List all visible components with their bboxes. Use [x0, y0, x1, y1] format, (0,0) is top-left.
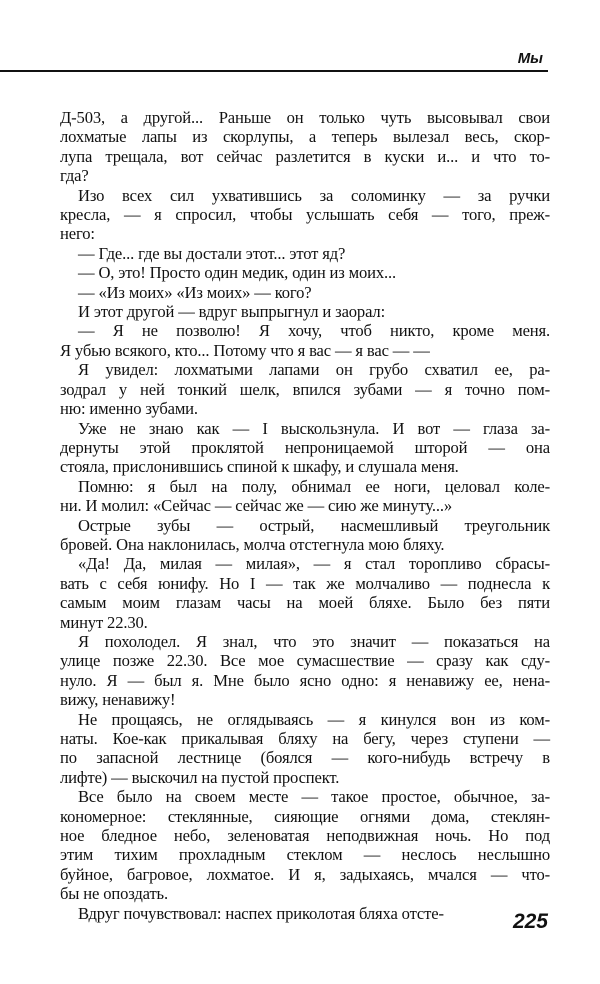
- paragraph: [60, 186, 550, 244]
- text-line: Вдруг почувствовал: наспех приколотая бляха отсте-: [78, 903, 444, 923]
- paragraph: [60, 263, 550, 282]
- text-line: Изо всех сил ухватившись за соломинку — за ручки: [78, 185, 550, 205]
- paragraph: [60, 516, 550, 555]
- text-line: кономерное: стеклянные, сияющие огнями дома, стеклян-: [60, 806, 550, 826]
- text-line: ное бледное небо, зеленоватая неподвижная ночь. Но под: [60, 826, 550, 846]
- body-text: [60, 108, 550, 923]
- text-line: ню: именно зубами.: [60, 399, 198, 419]
- paragraph: [60, 787, 550, 903]
- text-line: Острые зубы — острый, насмешливый треугольник: [78, 515, 550, 535]
- text-line: зодрал у ней тонкий шелк, впился зубами — я точно пом-: [60, 379, 550, 399]
- text-line: вижу, ненавижу!: [60, 690, 176, 710]
- text-line: кресла, — я спросил, чтобы услышать себя — того, преж-: [60, 205, 550, 225]
- paragraph: [60, 632, 550, 710]
- header-rule: [0, 70, 548, 72]
- paragraph: [60, 554, 550, 632]
- text-line: гда?: [60, 166, 89, 186]
- paragraph: [60, 108, 550, 186]
- paragraph: [60, 321, 550, 360]
- text-line: этим тихим прохладным стеклом — неслось неслышно: [60, 845, 550, 865]
- text-line: стояла, прислонившись спиной к шкафу, и слушала меня.: [60, 457, 459, 477]
- text-line: дернуты этой проклятой непроницаемой шторой — она: [60, 437, 550, 457]
- text-line: улице позже 22.30. Все мое сумасшествие — сразу как сду-: [60, 651, 550, 671]
- text-line: — Я не позволю! Я хочу, чтоб никто, кроме меня.: [78, 321, 550, 341]
- paragraph: [60, 904, 550, 923]
- text-line: лупа трещала, вот сейчас разлетится в куски и... и что то-: [60, 146, 550, 166]
- text-line: Я увидел: лохматыми лапами он грубо схватил ее, ра-: [78, 360, 550, 380]
- text-line: минут 22.30.: [60, 612, 148, 632]
- text-line: лифте) — выскочил на пустой проспект.: [60, 767, 340, 787]
- text-line: вать с себя юнифу. Но I — так же молчаливо — поднесла к: [60, 573, 550, 593]
- text-line: ни. И молил: «Сейчас — сейчас же — сию же минуту...»: [60, 496, 453, 516]
- text-line: Я похолодел. Я знал, что это значит — показаться на: [78, 631, 550, 651]
- text-line: И этот другой — вдруг выпрыгнул и заорал:: [78, 302, 386, 322]
- text-line: — Где... где вы достали этот... этот яд?: [78, 243, 346, 263]
- text-line: Не прощаясь, не оглядываясь — я кинулся вон из ком-: [78, 709, 550, 729]
- text-line: буйное, багровое, лохматое. И я, задыхаясь, мчался — что-: [60, 864, 550, 884]
- text-line: наты. Кое-как прикалывая бляху на бегу, через ступени —: [60, 729, 550, 748]
- text-line: Уже не знаю как — I выскользнула. И вот — глаза за-: [78, 418, 550, 438]
- page-number: 225: [512, 910, 548, 933]
- text-line: Д-503, а другой... Раньше он только чуть высовывал свои: [60, 108, 550, 127]
- running-title: Мы: [517, 50, 543, 67]
- text-line: — «Из моих» «Из моих» — кого?: [78, 282, 312, 302]
- paragraph: [60, 283, 550, 302]
- text-line: «Да! Да, милая — милая», — я стал торопливо сбрасы-: [78, 554, 550, 574]
- running-header: [0, 50, 600, 72]
- paragraph: [60, 710, 550, 788]
- text-line: лохматые лапы из скорлупы, а теперь вылезал весь, скор-: [60, 127, 550, 147]
- text-line: Помню: я был на полу, обнимал ее ноги, целовал коле-: [78, 476, 550, 496]
- text-line: — О, это! Просто один медик, один из моих...: [78, 263, 397, 283]
- text-line: бы не опоздать.: [60, 884, 168, 904]
- paragraph: [60, 302, 550, 321]
- paragraph: [60, 360, 550, 418]
- text-line: нуло. Я — был я. Мне было ясно одно: я ненавижу ее, нена-: [60, 670, 550, 690]
- text-line: по запасной лестнице (боялся — кого-нибудь встречу в: [60, 748, 550, 768]
- text-line: него:: [60, 224, 95, 244]
- paragraph: [60, 419, 550, 477]
- text-line: самым моим глазам часы на моей бляхе. Было без пяти: [60, 593, 550, 613]
- paragraph: [60, 477, 550, 516]
- paragraph: [60, 244, 550, 263]
- text-line: бровей. Она наклонилась, молча отстегнула мою бляху.: [60, 534, 445, 554]
- text-line: Я убью всякого, кто... Потому что я вас — я вас — —: [60, 340, 430, 360]
- text-line: Все было на своем месте — такое простое, обычное, за-: [78, 787, 550, 807]
